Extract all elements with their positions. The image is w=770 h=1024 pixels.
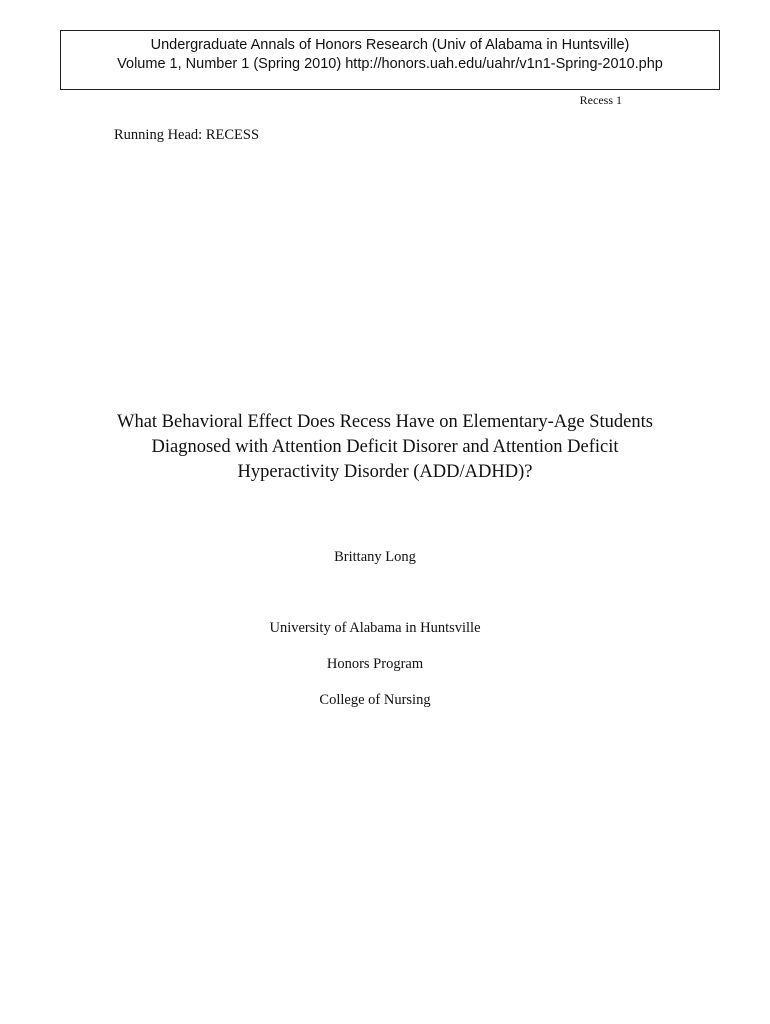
university-name: University of Alabama in Huntsville <box>269 620 481 636</box>
page-number: Recess 1 <box>579 93 622 107</box>
journal-header-line-1: Undergraduate Annals of Honors Research (Univ of Alabama in Huntsville) <box>150 37 630 53</box>
title-line-3: Hyperactivity Disorder (ADD/ADHD)? <box>237 462 533 482</box>
program-name: Honors Program <box>326 656 424 672</box>
journal-header-line-2: Volume 1, Number 1 (Spring 2010) http://honors.uah.edu/uahr/v1n1-Spring-2010.php <box>117 56 663 72</box>
title-line-1: What Behavioral Effect Does Recess Have on Elementary-Age Students <box>117 412 653 432</box>
title-line-2: Diagnosed with Attention Deficit Disorer and Attention Deficit <box>151 437 619 457</box>
paper-title <box>60 410 710 485</box>
running-head: Running Head: RECESS <box>114 127 260 143</box>
journal-header-box <box>60 30 720 90</box>
author-name: Brittany Long <box>334 549 416 565</box>
college-name: College of Nursing <box>319 692 431 708</box>
